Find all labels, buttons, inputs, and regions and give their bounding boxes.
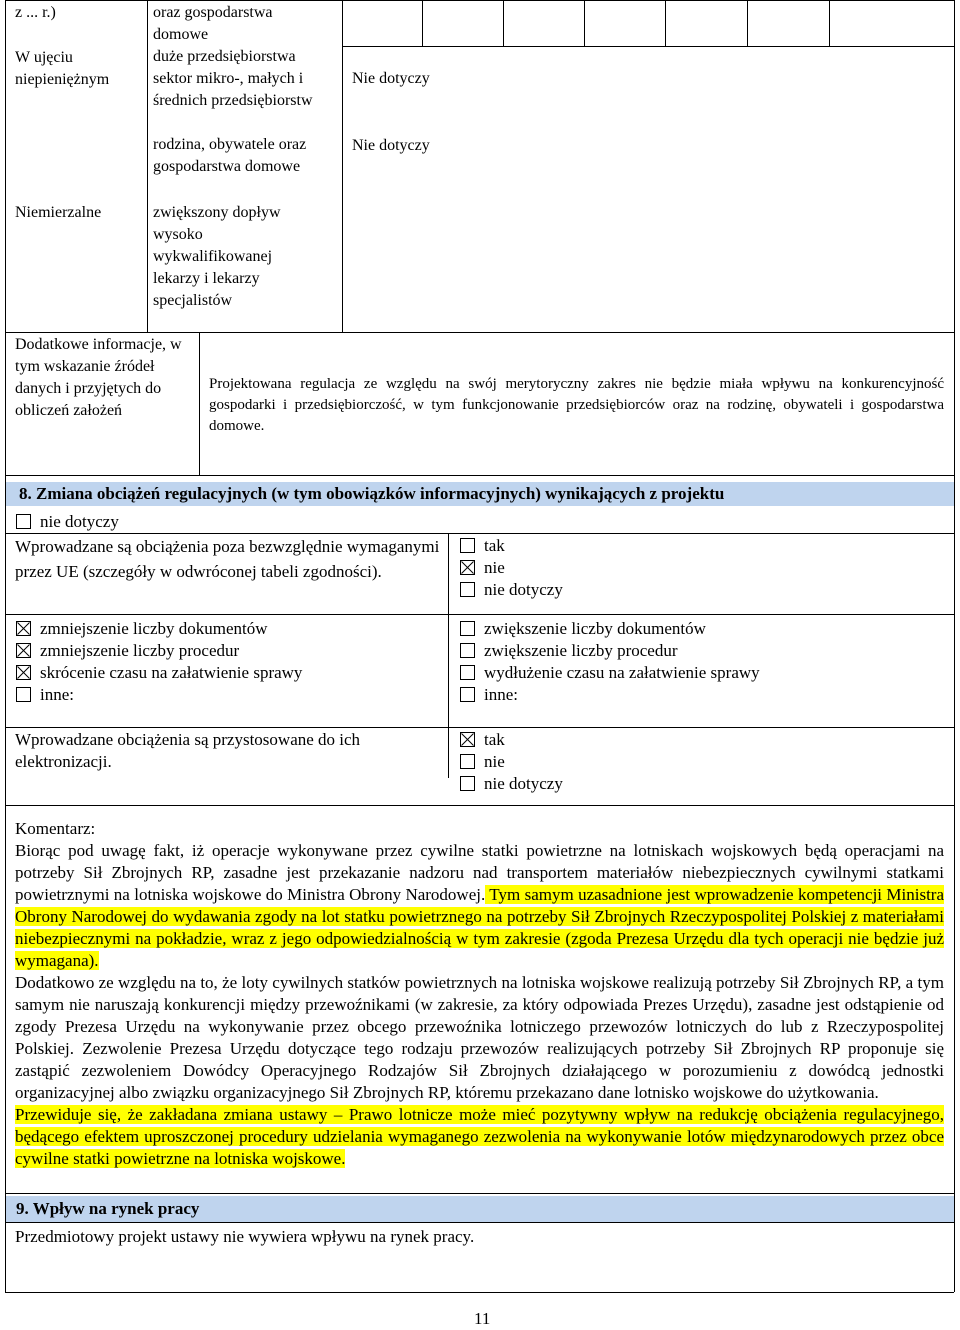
checkbox-icon[interactable] [460,582,475,597]
row-prefix-text: z ... r.) [15,4,56,21]
nie-dotyczy-value-1: Nie dotyczy [352,70,430,87]
checkbox-icon[interactable] [460,776,475,791]
checkbox-icon[interactable] [460,621,475,636]
checkbox-icon[interactable] [460,754,475,769]
q1-option-tak[interactable]: tak [460,535,563,557]
niemierzalne-label: Niemierzalne [15,204,102,221]
additional-info-label: Dodatkowe informacje, w tym wskazanie źródeł danych i przyjętych do obliczeń założeń [15,336,182,419]
section-9-text: Przedmiotowy projekt ustawy nie wywiera wpływu na rynek pracy. [15,1227,475,1246]
increase-option-documents[interactable]: zwiększenie liczby dokumentów [460,618,760,640]
checkbox-icon[interactable] [460,538,475,553]
increase-option-other[interactable]: inne: [460,684,760,706]
checkbox-icon[interactable] [16,514,31,529]
comment-label: Komentarz: [15,819,96,838]
q1-options [460,535,563,601]
impact-group-family: rodzina, obywatele oraz gospodarstwa domowe [153,136,307,175]
checkbox-icon[interactable] [16,687,31,702]
section-8-nie-dotyczy-label: nie dotyczy [40,512,119,531]
comment-paragraph-1: Biorąc pod uwagę fakt, iż operacje wykonywane przez cywilne statki powietrzne na lotniskach wojskowych będą operacjami na potrzeby Sił Zbrojnych RP, zasadne jest przekazanie nadzoru nad transportem materiałów niebezpiecznych cywilnymi statkami powietrznymi na lotniska wojskowe do Ministra Obrony Narodowej. [15,841,944,904]
reduction-option-time[interactable]: skrócenie czasu na załatwienie sprawy [16,662,302,684]
reduction-options [16,618,302,706]
checkbox-icon[interactable] [460,687,475,702]
w-ujeciu-niepienieznym-label: W ujęciu niepieniężnym [15,49,110,88]
checked-checkbox-icon[interactable] [460,732,475,747]
increase-options [460,618,760,706]
checkbox-icon[interactable] [460,665,475,680]
additional-info-text: Projektowana regulacja ze względu na swój merytoryczny zakres nie będzie miała wpływu na konkurencyjność gospodarki i przedsiębiorczość, w tym funkcjonowanie przedsiębiorców oraz na rodzinę, obywateli i gospodarstwa domowe. [209,376,944,434]
impact-group-sme: sektor mikro-, małych i średnich przedsiębiorstw [153,70,313,109]
checked-checkbox-icon[interactable] [460,560,475,575]
q1-text: Wprowadzane są obciążenia poza bezwzględnie wymaganymi przez UE (szczegóły w odwróconej tabeli zgodności). [15,537,440,581]
q2-text: Wprowadzane obciążenia są przystosowane do ich elektronizacji. [15,730,361,771]
q2-option-tak[interactable]: tak [460,729,563,751]
checked-checkbox-icon[interactable] [16,665,31,680]
reduction-option-other[interactable]: inne: [16,684,302,706]
impact-group-doctors: zwiększony dopływ wysoko wykwalifikowanej lekarzy i lekarzy specjalistów [153,204,281,309]
reduction-option-documents[interactable]: zmniejszenie liczby dokumentów [16,618,302,640]
nie-dotyczy-value-2: Nie dotyczy [352,137,430,154]
impact-group-large-enterprises: duże przedsiębiorstwa [153,48,296,65]
increase-option-procedures[interactable]: zwiększenie liczby procedur [460,640,760,662]
comment-body [15,840,944,1170]
checkbox-icon[interactable] [460,643,475,658]
reduction-option-procedures[interactable]: zmniejszenie liczby procedur [16,640,302,662]
section-9-title: 9. Wpływ na rynek pracy [6,1196,954,1222]
q2-option-nie[interactable]: nie [460,751,563,773]
q1-option-nie-dotyczy[interactable]: nie dotyczy [460,579,563,601]
q2-option-nie-dotyczy[interactable]: nie dotyczy [460,773,563,795]
impact-group-households-top: oraz gospodarstwa domowe [153,4,273,43]
page-number: 11 [474,1309,491,1328]
q2-options [460,729,563,795]
comment-paragraph-2: Dodatkowo ze względu na to, że loty cywilnych statków powietrznych na lotniska wojskowe realizują potrzeby Sił Zbrojnych RP, a tym samym nie naruszają konkurencji między przewoźnikami (w zakresie, za który odpowiada Prezes Urzędu), zasadne jest odstąpienie od zgody Prezesa Urzędu na wykonywanie przez obcego przewoźnika lotniczego przewozów lotniczych do lub z Rzeczypospolitej Polskiej. Zezwolenie Prezesa Urzędu dotyczące tego rodzaju przewozów realizujących potrzeby Sił Zbrojnych RP proponuje się zastąpić zezwoleniem Dowódcy Operacyjnego Rodzajów Sił Zbrojnych działającego w porozumieniu z dowódcą jednostki organizacyjnej albo związku organizacyjnego Sił Zbrojnych RP, któremu przekazano dane lotnisko wojskowe do użytkowania. [15,973,944,1102]
comment-paragraph-1-highlight: Tym samym uzasadnione jest wprowadzenie kompetencji Ministra Obrony Narodowej do wydawania zgody na lot statku powietrznego na potrzeby Sił Zbrojnych Rzeczypospolitej Polskiej z materiałami niebezpiecznymi na pokładzie, wraz z jego odpowiedzialnością w tym zakresie (zgoda Prezesa Urzędu dla tych operacji nie będzie już wymagana). [15,885,945,970]
checked-checkbox-icon[interactable] [16,643,31,658]
section-8-title: 8. Zmiana obciążeń regulacyjnych (w tym obowiązków informacyjnych) wynikających z projektu [6,482,954,506]
increase-option-time[interactable]: wydłużenie czasu na załatwienie sprawy [460,662,760,684]
section-8-nie-dotyczy[interactable] [16,511,119,533]
checked-checkbox-icon[interactable] [16,621,31,636]
q1-option-nie[interactable]: nie [460,557,563,579]
comment-paragraph-3-highlight: Przewiduje się, że zakładana zmiana ustawy – Prawo lotnicze może mieć pozytywny wpływ na redukcję obciążenia regulacyjnego, będącego efektem uproszczonej procedury udzielania wymaganego zezwolenia na wykonywanie lotów międzynarodowych przez obce cywilne statki powietrzne na lotniska wojskowe. [15,1105,944,1168]
